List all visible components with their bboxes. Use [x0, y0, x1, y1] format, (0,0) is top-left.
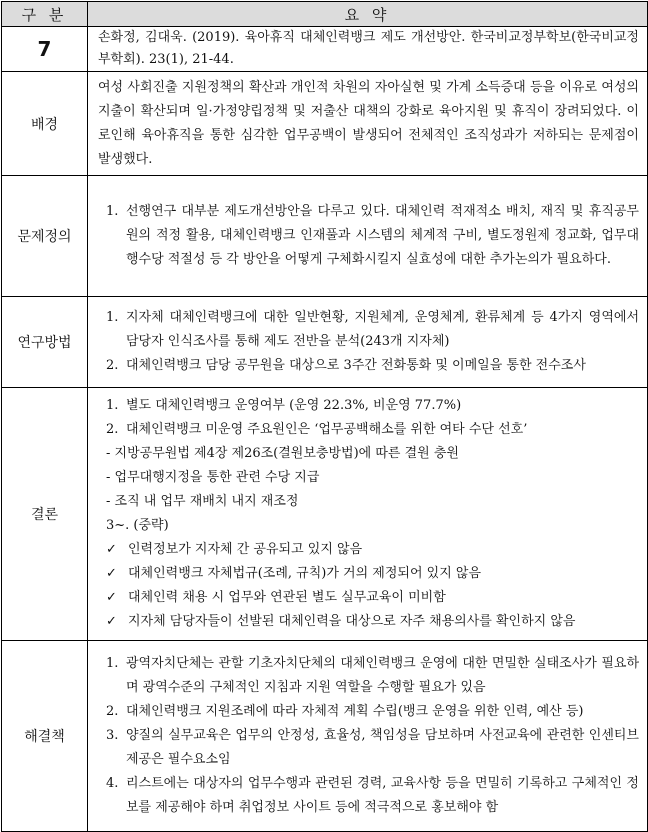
omitted-note: 3~. (중략)	[106, 518, 169, 533]
checkmark-icon: ✓	[106, 566, 117, 581]
list-item	[106, 354, 639, 378]
solution-row	[2, 641, 648, 832]
method-label: 연구방법	[2, 297, 88, 388]
list-marker: 2.	[106, 358, 119, 373]
background-row	[2, 72, 648, 176]
list-marker: 2.	[106, 704, 119, 719]
solution-label: 해결책	[2, 641, 88, 832]
dash-item: - 업무대행지정을 통한 관련 수당 지급	[106, 470, 320, 485]
list-item	[106, 306, 639, 354]
problem-row	[2, 176, 648, 297]
method-row	[2, 297, 648, 388]
header-row	[2, 2, 648, 27]
list-marker: 1.	[106, 398, 119, 413]
check-item	[106, 586, 639, 610]
problem-content	[88, 176, 648, 297]
check-item	[106, 538, 639, 562]
dash-item: - 지방공무원법 제4장 제26조(결원보충방법)에 따른 결원 충원	[106, 446, 459, 461]
checkmark-icon: ✓	[106, 542, 117, 557]
list-item	[106, 724, 639, 772]
problem-label: 문제정의	[2, 176, 88, 297]
reference-citation: 손화정, 김대욱. (2019). 육아휴직 대체인력뱅크 제도 개선방안. 한국비교정부학보(한국비교정부학회). 23(1), 21-44.	[88, 27, 648, 72]
list-item	[106, 200, 639, 272]
check-text: 지자체 담당자들이 선발된 대체인력을 대상으로 자주 채용의사를 확인하지 않음	[128, 614, 576, 629]
conclusion-label: 결론	[2, 388, 88, 641]
list-text: 대체인력뱅크 지원조례에 따라 자체적 계획 수립(뱅크 운영을 위한 인력, 예산 등)	[126, 704, 584, 719]
list-item	[106, 652, 639, 700]
list-item	[106, 700, 639, 724]
list-item	[106, 394, 639, 418]
list-text: 별도 대체인력뱅크 운영여부 (운영 22.3%, 비운영 77.7%)	[126, 398, 462, 413]
list-text: 대체인력뱅크 담당 공무원을 대상으로 3주간 전화통화 및 이메일을 통한 전수조사	[126, 358, 586, 373]
check-text: 대체인력뱅크 자체법규(조례, 규칙)가 거의 제정되어 있지 않음	[128, 566, 482, 581]
list-marker: 3.	[106, 728, 119, 743]
background-text: 여성 사회진출 지원정책의 확산과 개인적 차원의 자아실현 및 가계 소득증대 등을 이유로 여성의 지출이 확산되며 일·가정양립정책 및 저출산 대책의 강화로 육아지원 및 휴직이 장려되었다. 이로인해 육아휴직을 통한 심각한 업무공백이 발생되어 전체적인 조직성과가 저하되는 문제점이 발생했다.	[88, 72, 648, 176]
header-category: 구 분	[2, 2, 88, 27]
list-marker: 4.	[106, 776, 119, 791]
reference-number: 7	[2, 27, 88, 72]
background-label: 배경	[2, 72, 88, 176]
list-item	[106, 418, 639, 442]
list-marker: 2.	[106, 422, 119, 437]
conclusion-content	[88, 388, 648, 641]
list-item	[106, 772, 639, 820]
list-text: 리스트에는 대상자의 업무수행과 관련된 경력, 교육사항 등을 면밀히 기록하고 구체적인 정보를 제공해야 하며 취업정보 사이트 등에 적극적으로 홍보해야 함	[126, 776, 639, 815]
summary-table	[1, 1, 648, 832]
reference-row	[2, 27, 648, 72]
check-item	[106, 610, 639, 634]
list-marker: 1.	[106, 310, 119, 325]
check-text: 대체인력 채용 시 업무와 연관된 별도 실무교육이 미비함	[128, 590, 446, 605]
conclusion-row	[2, 388, 648, 641]
list-text: 대체인력뱅크 미운영 주요원인은 ‘업무공백해소를 위한 여타 수단 선호’	[126, 422, 528, 437]
list-text: 양질의 실무교육은 업무의 안정성, 효율성, 책임성을 담보하며 사전교육에 관련한 인센티브 제공은 필수요소임	[126, 728, 639, 767]
solution-content	[88, 641, 648, 832]
list-text: 광역자치단체는 관할 기초자치단체의 대체인력뱅크 운영에 대한 면밀한 실태조사가 필요하며 광역수준의 구체적인 지침과 지원 역할을 수행할 필요가 있음	[126, 656, 639, 695]
checkmark-icon: ✓	[106, 590, 117, 605]
check-item	[106, 562, 639, 586]
checkmark-icon: ✓	[106, 614, 117, 629]
check-text: 인력정보가 지자체 간 공유되고 있지 않음	[128, 542, 363, 557]
header-summary: 요 약	[88, 2, 648, 27]
list-marker: 1.	[106, 204, 119, 219]
list-marker: 1.	[106, 656, 119, 671]
method-content	[88, 297, 648, 388]
list-text: 지자체 대체인력뱅크에 대한 일반현황, 지원체계, 운영체계, 환류체계 등 4가지 영역에서 담당자 인식조사를 통해 제도 전반을 분석(243개 지자체)	[126, 310, 639, 349]
list-text: 선행연구 대부분 제도개선방안을 다루고 있다. 대체인력 적재적소 배치, 재직 및 휴직공무원의 적정 활용, 대체인력뱅크 인재풀과 시스템의 체계적 구비, 별도정원제 정교화, 업무대행수당 적절성 등 각 방안을 어떻게 구체화시킬지 실효성에 대한 추가논의가 필요하다.	[126, 204, 639, 267]
dash-item: - 조직 내 업무 재배치 내지 재조정	[106, 494, 299, 509]
